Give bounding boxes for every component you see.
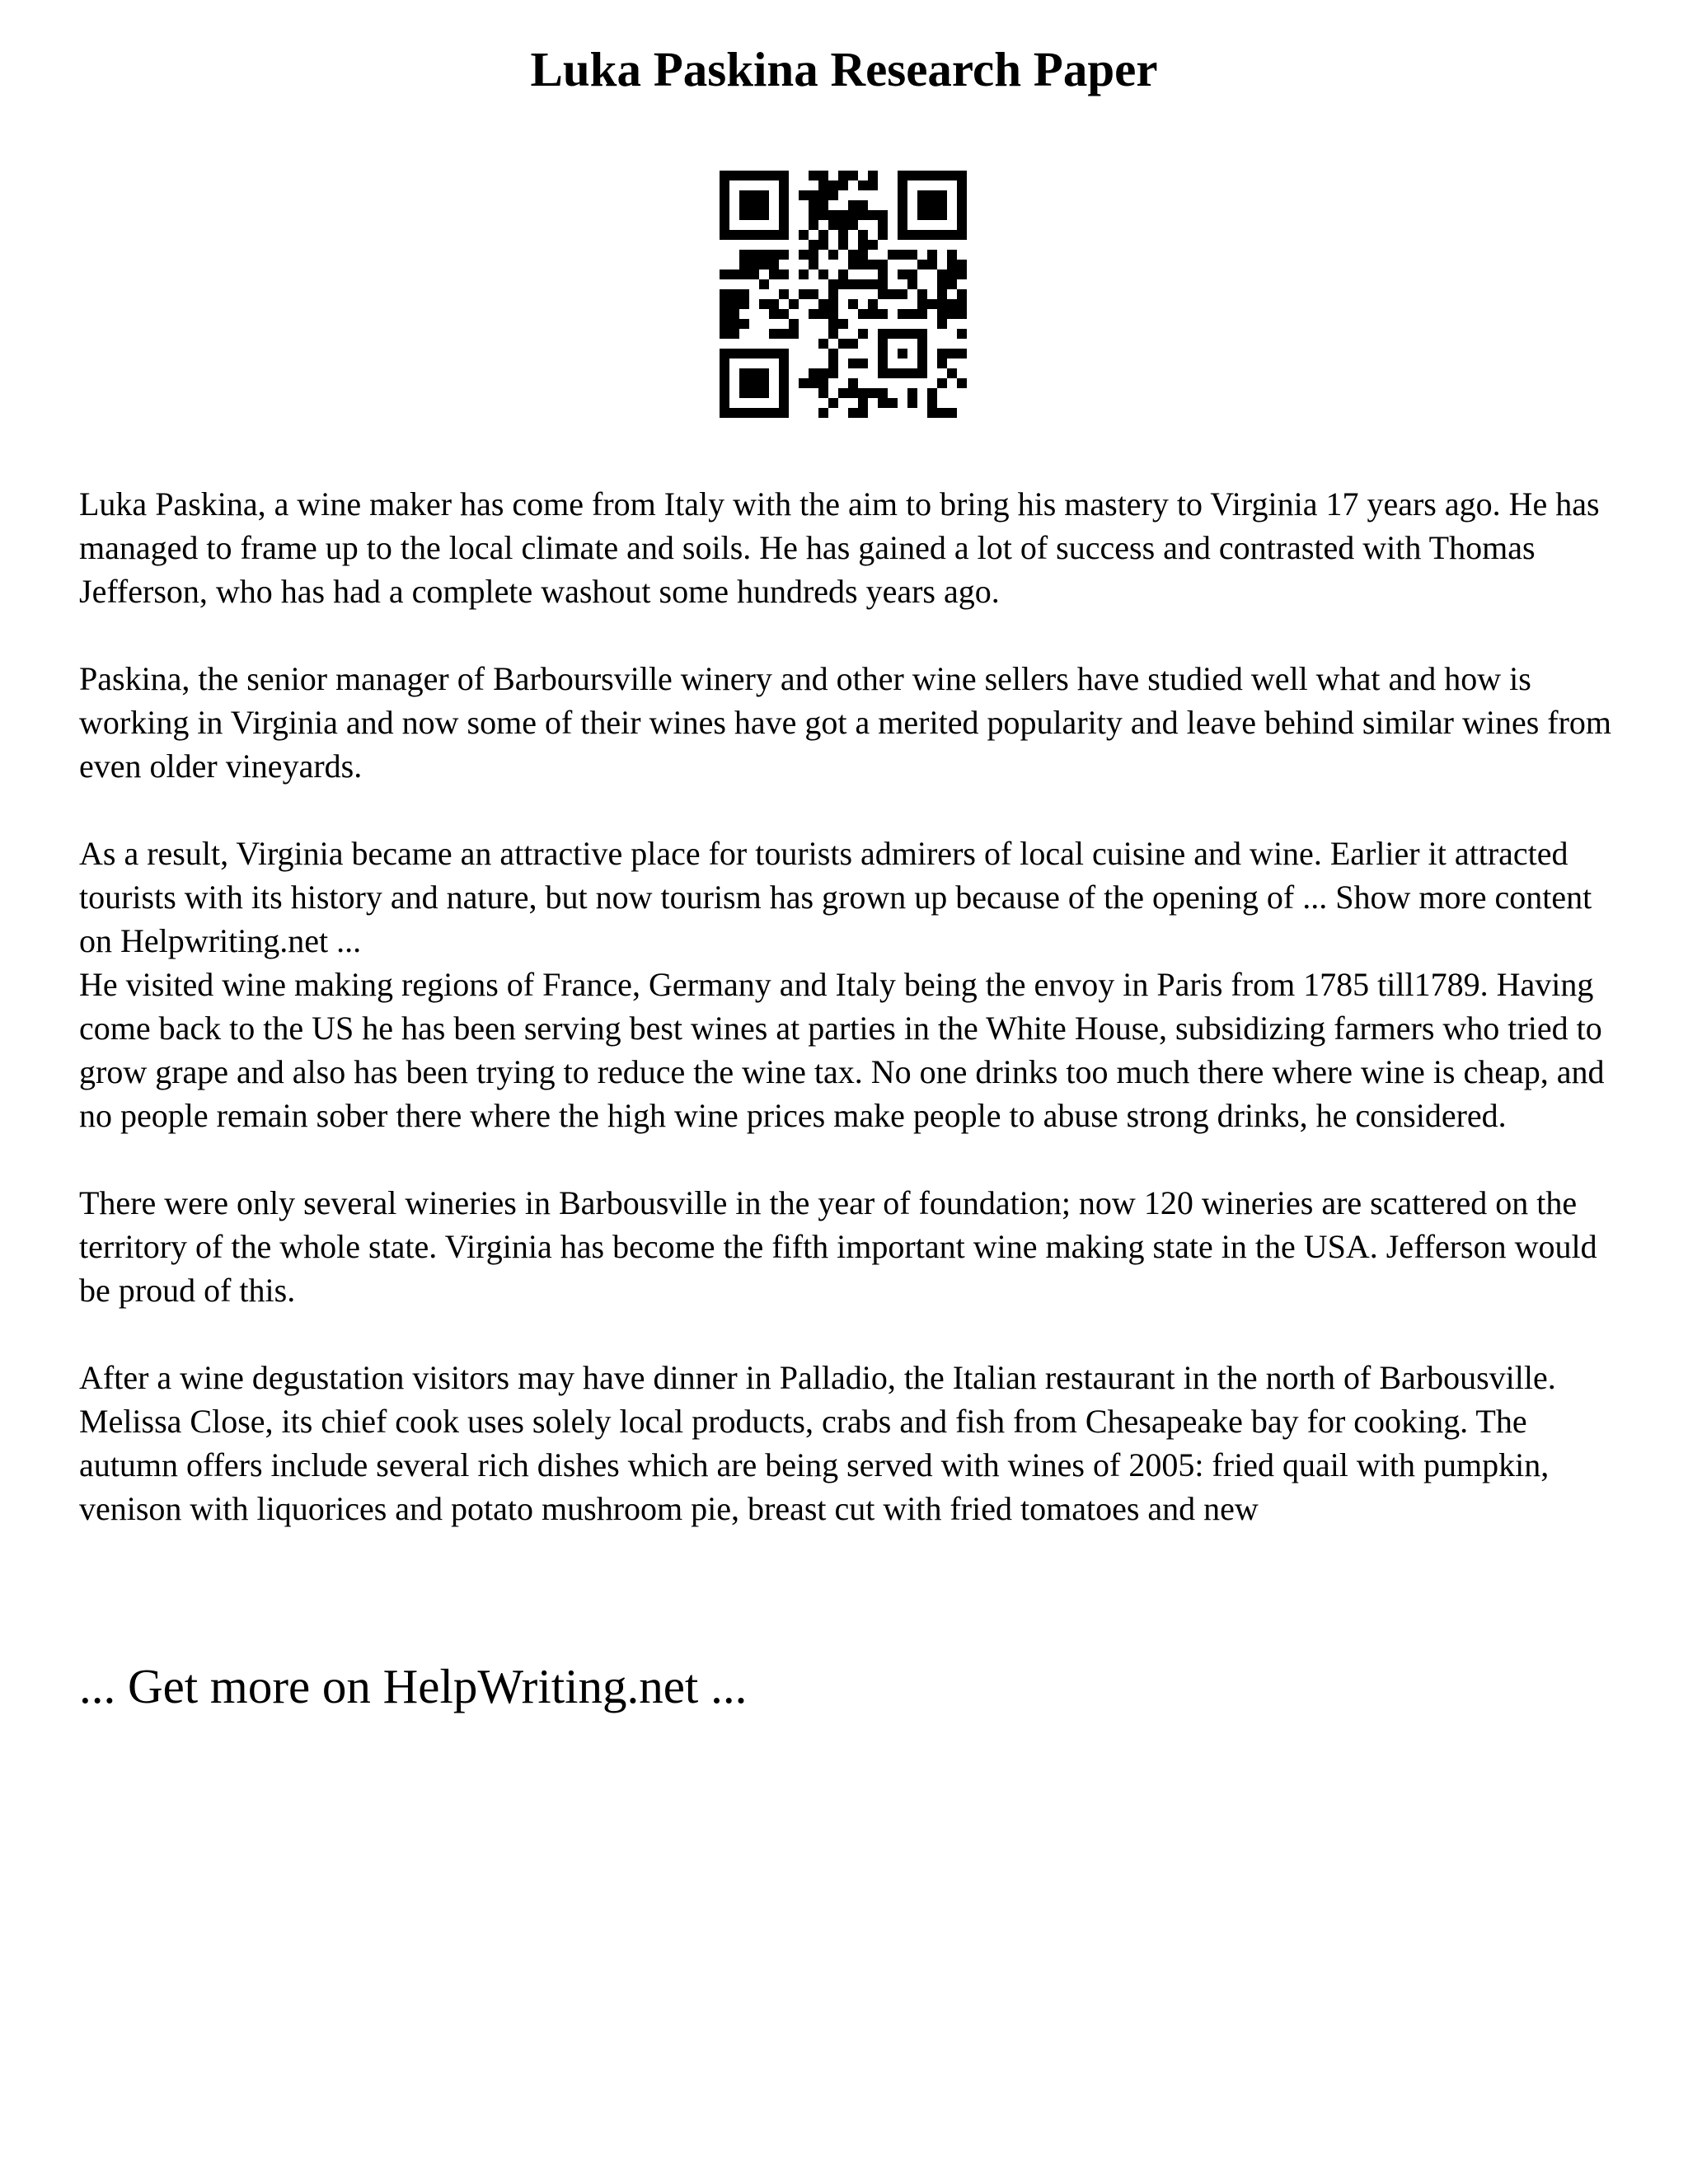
paragraph-2: Paskina, the senior manager of Barboursville winery and other wine sellers have studied well what and how is working in Virginia and now some of their wines have got a merited popularity and leave behind similar wines from even older vineyards. [79,660,1612,785]
paragraph-4: He visited wine making regions of France, Germany and Italy being the envoy in Paris from 1785 till1789. Having come back to the US he has been serving best wines at parties in the White House, subsidizing farmers who tried to grow grape and also has been trying to reduce the wine tax. No one drinks too much there where wine is cheap, and no people remain sober there where the high wine prices make people to abuse strong drinks, he considered. [79,966,1605,1134]
paragraph-3: As a result, Virginia became an attractive place for tourists admirers of local cuisine and wine. Earlier it attracted tourists with its history and nature, but now tourism has grown up because of the opening of ... Show more content on Helpwriting.net ... [79,835,1592,959]
paragraph-5: There were only several wineries in Barbousville in the year of foundation; now 120 wineries are scattered on the territory of the whole state. Virginia has become the fifth important wine making state in the USA. Jefferson would be proud of this. [79,1184,1597,1309]
document-title: Luka Paskina Research Paper [530,42,1158,96]
paragraph-1: Luka Paskina, a wine maker has come from Italy with the aim to bring his mastery to Virginia 17 years ago. He has managed to frame up to the local climate and soils. He has gained a lot of success and contrasted with Thomas Jefferson, who has had a complete washout some hundreds years ago. [79,485,1600,610]
body-text [79,482,1629,1574]
qr-code-icon [720,171,967,418]
get-more-link[interactable]: ... Get more on HelpWriting.net ... [79,1659,748,1713]
paragraph-6: After a wine degustation visitors may have dinner in Palladio, the Italian restaurant in the north of Barbousville. Melissa Close, its chief cook uses solely local products, crabs and fish from Chesapeake bay for cooking. The autumn offers include several rich dishes which are being served with wines of 2005: fried quail with pumpkin, venison with liquorices and potato mushroom pie, breast cut with fried tomatoes and new [79,1359,1556,1527]
